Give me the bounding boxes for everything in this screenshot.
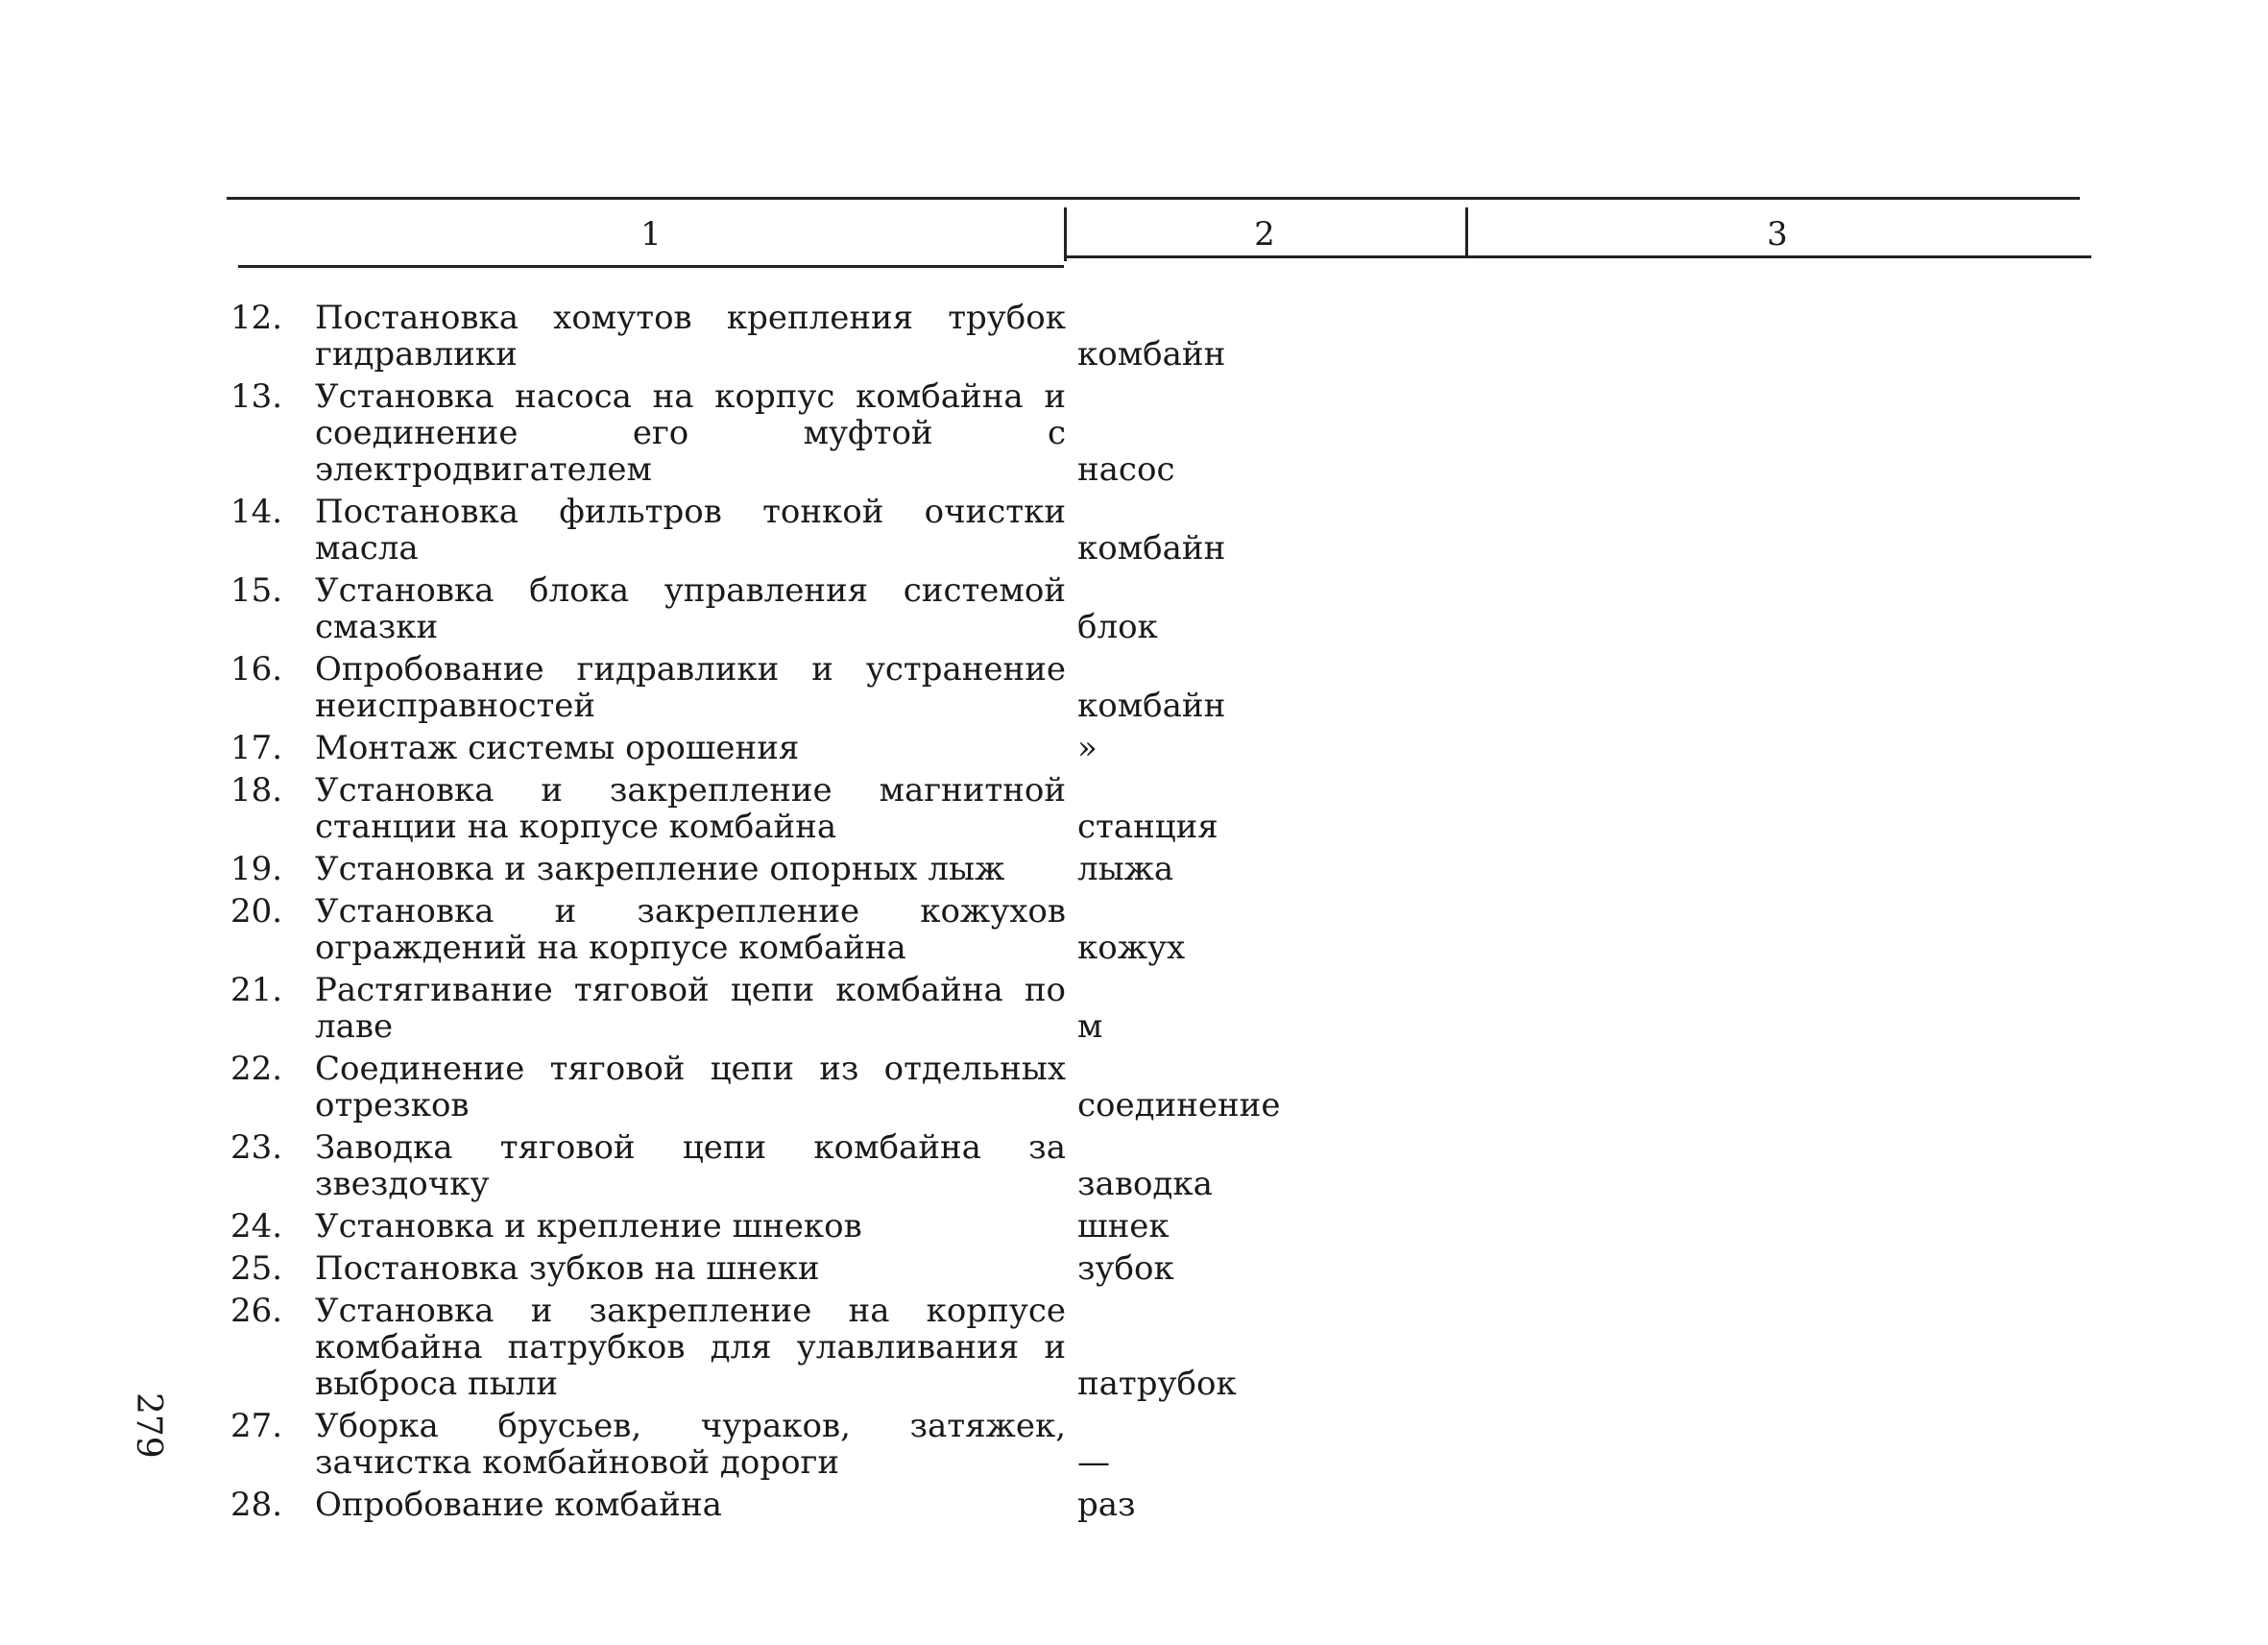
table-row [230, 1250, 1479, 1287]
page-number: 279 [129, 1392, 168, 1459]
row-number: 12. [230, 299, 283, 337]
row-description: Установка и закрепление опорных лыж [315, 850, 1005, 888]
row-number: 25. [230, 1249, 283, 1288]
row-description: Установка и крепление шнеков [315, 1207, 862, 1246]
row-description: Опробование комбайна [315, 1486, 722, 1524]
table-row [230, 572, 1479, 645]
table-row [230, 494, 1479, 567]
row-unit: м [1077, 1007, 1103, 1046]
row-description: Постановка зубков на шнеки [315, 1249, 820, 1288]
table-row [230, 730, 1479, 766]
row-unit: заводка [1077, 1165, 1213, 1203]
row-description: Установка и закрепление магнитной станции на корпусе комбайна [315, 771, 1066, 846]
row-number: 14. [230, 493, 283, 531]
row-number: 23. [230, 1128, 283, 1167]
header-bottom-rule-right [1064, 255, 2091, 258]
row-description: Опробование гидравлики и устранение неисправностей [315, 650, 1066, 725]
row-unit: шнек [1077, 1207, 1170, 1246]
table-row [230, 972, 1479, 1045]
table-row [230, 1051, 1479, 1124]
row-number: 13. [230, 377, 283, 416]
table-row [230, 1208, 1479, 1245]
row-number: 20. [230, 892, 283, 931]
row-unit: лыжа [1077, 850, 1174, 888]
table-body [230, 300, 1479, 1529]
row-description: Уборка брусьев, чураков, затяжек, зачистка комбайновой дороги [315, 1407, 1066, 1482]
row-description: Заводка тяговой цепи комбайна за звездочку [315, 1128, 1066, 1203]
row-description: Постановка хомутов крепления трубок гидравлики [315, 299, 1066, 374]
row-unit: блок [1077, 608, 1158, 646]
row-unit: кожух [1077, 929, 1186, 967]
column-header-3: 3 [1767, 215, 1788, 254]
table-row [230, 851, 1479, 887]
table-row [230, 1408, 1479, 1481]
table-row [230, 1487, 1479, 1523]
row-description: Установка и закрепление на корпусе комбайна патрубков для улавливания и выброса пыли [315, 1292, 1066, 1403]
row-unit: комбайн [1077, 687, 1226, 725]
row-number: 18. [230, 771, 283, 810]
row-number: 26. [230, 1292, 283, 1330]
row-unit: комбайн [1077, 529, 1226, 568]
row-description: Установка блока управления системой смазки [315, 571, 1066, 646]
row-number: 17. [230, 729, 283, 767]
row-description: Установка насоса на корпус комбайна и соединение его муфтой с электродвигателем [315, 377, 1066, 489]
table-row [230, 300, 1479, 373]
row-number: 21. [230, 971, 283, 1009]
row-number: 16. [230, 650, 283, 689]
row-unit: — [1077, 1443, 1110, 1482]
column-header-1: 1 [640, 215, 662, 254]
table-row [230, 893, 1479, 966]
header-bottom-rule-left [238, 265, 1064, 268]
table-row [230, 1293, 1479, 1402]
row-unit: комбайн [1077, 335, 1226, 374]
row-description: Соединение тяговой цепи из отдельных отрезков [315, 1050, 1066, 1125]
row-number: 15. [230, 571, 283, 610]
row-unit: соединение [1077, 1086, 1281, 1125]
row-number: 22. [230, 1050, 283, 1088]
column-header-2: 2 [1254, 215, 1275, 254]
table-top-rule [227, 197, 2080, 200]
row-number: 19. [230, 850, 283, 888]
row-number: 24. [230, 1207, 283, 1246]
row-unit: станция [1077, 808, 1218, 846]
row-unit: патрубок [1077, 1365, 1237, 1403]
row-unit: зубок [1077, 1249, 1174, 1288]
row-number: 27. [230, 1407, 283, 1445]
table-row [230, 1129, 1479, 1202]
row-description: Монтаж системы орошения [315, 729, 800, 767]
table-row [230, 378, 1479, 488]
row-unit: насос [1077, 450, 1175, 489]
row-description: Растягивание тяговой цепи комбайна по лаве [315, 971, 1066, 1046]
row-unit: раз [1077, 1486, 1136, 1524]
row-number: 28. [230, 1486, 283, 1524]
table-row [230, 772, 1479, 845]
table-row [230, 651, 1479, 724]
row-description: Постановка фильтров тонкой очистки масла [315, 493, 1066, 568]
row-description: Установка и закрепление кожухов ограждений на корпусе комбайна [315, 892, 1066, 967]
row-unit: » [1077, 729, 1098, 767]
